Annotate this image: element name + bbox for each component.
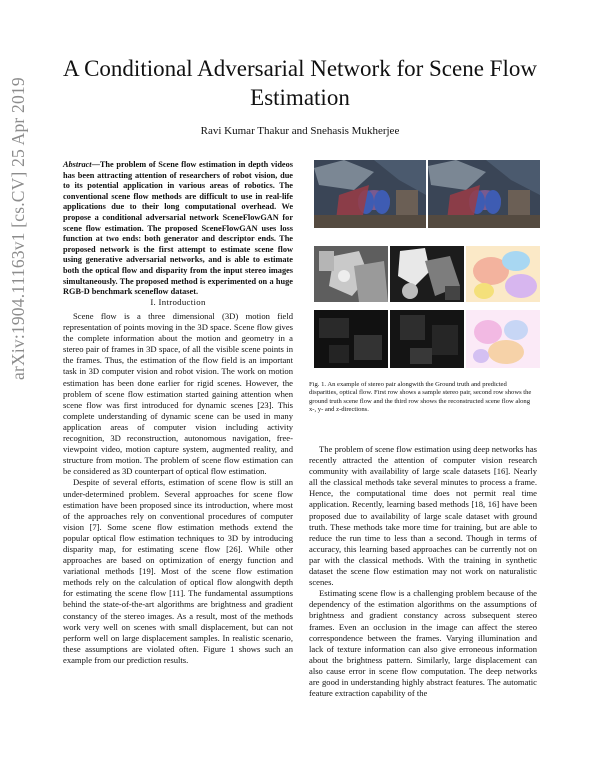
stereo-right-image xyxy=(428,160,540,228)
abstract xyxy=(63,160,293,298)
paragraph: The problem of scene flow estimation using deep networks has recently attracted the attention of computer vision research community with availability of large scale datasets [16]. Nearly all the classical methods take several minutes to process a frame. Hence, the computational time does not permit real time application. Recently, learning based methods [18, 16] have been proposed due to availability of large scale dataset with ground truth. These methods take more time for training, but are able to reduce the run time to less than a second. Though in terms of accuracy, this learning based approaches can be currently not on par with the classical methods. With the training in synthetic dataset the scene flow estimation may not work on naturalistic scenes. xyxy=(309,444,537,588)
reconstructed-flow-z xyxy=(466,310,540,368)
ground-truth-optical-flow xyxy=(466,246,540,302)
abstract-text: —The problem of Scene flow estimation in depth videos has been attracting attention of researchers of robot vision, due to its potential application in various areas of robotics. The conventional scene flow methods are difficult to use in real-life applications due to their long computational overhead. We propose a conditional adversarial network SceneFlowGAN for scene flow estimation. The proposed SceneFlowGAN uses loss function at two ends: both generator and descriptor ends. The proposed network is the first attempt to estimate scene flow using generative adversarial networks, and is able to estimate both the optical flow and disparity from the input stereo images simultaneously. The proposed method is experimented on a huge RGB-D benchmark sceneflow dataset. xyxy=(63,160,293,297)
paragraph: Estimating scene flow is a challenging problem because of the dependency of the estimation algorithms on the assumptions of brightness and gradient constancy across subsequent stereo frames. Even an occlusion in the image can affect the stereo correspondence between the frames. Varying illumination and lack of texture information can also give erroneous information about the brightness pattern. Similarly, large displacement can also cause error in scene flow computation. The deep networks are good in understanding highly abstract features. The automatic feature extraction capability of the xyxy=(309,588,537,699)
left-column xyxy=(63,311,293,666)
ground-truth-disparity-1 xyxy=(314,246,388,302)
ground-truth-disparity-2 xyxy=(390,246,464,302)
paragraph: Scene flow is a three dimensional (3D) motion field representation of points moving in the 3D space. Scene flow gives the complete information about the motion and geometry in a stereo pair of frames in 3D space, of all the visible scene points in the frames. Thus, the estimation of the flow field is an important task in 3D computer vision and robot vision. The work on motion estimation has been done earlier for rigid scenes. However, the problem of scene flow estimation started gaining attention when scene flow was first introduced for dynamic scenes [23]. This complete understanding of dynamic scene can be used in many application areas of computer vision including activity recognition, 3D reconstruction, autonomous navigation, free-viewpoint video, motion capture system, augmented reality, and structure from motion. The problem of scene flow estimation can be considered as 3D counterpart of optical flow estimation. xyxy=(63,311,293,477)
right-column xyxy=(309,444,537,699)
reconstructed-flow-y xyxy=(390,310,464,368)
stereo-left-image xyxy=(314,160,426,228)
paper-title: A Conditional Adversarial Network for Scene Flow Estimation xyxy=(63,56,537,110)
abstract-label: Abstract xyxy=(63,160,92,169)
arxiv-stamp: arXiv:1904.11163v1 [cs.CV] 25 Apr 2019 xyxy=(8,77,28,380)
reconstructed-flow-x xyxy=(314,310,388,368)
section-heading: I. Introduction xyxy=(150,297,206,307)
figure-1 xyxy=(314,160,540,373)
paragraph: Despite of several efforts, estimation of scene flow is still an under-determined problem. Several approaches for scene flow estimation have been proposed since its introduction, where most of the approaches rely on conventional procedures of computer vision [7]. Some scene flow estimation methods extend the popular optical flow estimation techniques to 3D by introducing disparity map, for estimating scene flow [26]. While other approaches are based on optimization of energy function and variational methods [19]. Most of the scene flow estimation methods rely on the calculation of optical flow alongwith depth for estimating the scene flow [11]. The fundamental assumptions behind the state-of-the-art algorithms are brightness and gradient constancy of the stereo images. As a result, most of the methods work very well on scenes with small displacement, but can not perform well on large displacement samples. In realistic scenario, these assumptions are violated often. Figure 1 shows such an example from our prediction results. xyxy=(63,477,293,665)
paper-authors: Ravi Kumar Thakur and Snehasis Mukherjee xyxy=(200,125,400,137)
figure-caption: Fig. 1. An example of stereo pair alongwith the Ground truth and predicted disparities, optical flow. First row shows a sample stereo pair, second row shows the ground truth scene flow and the third row shows the reconstructed scene flow along x-, y- and z-directions. xyxy=(309,381,532,414)
